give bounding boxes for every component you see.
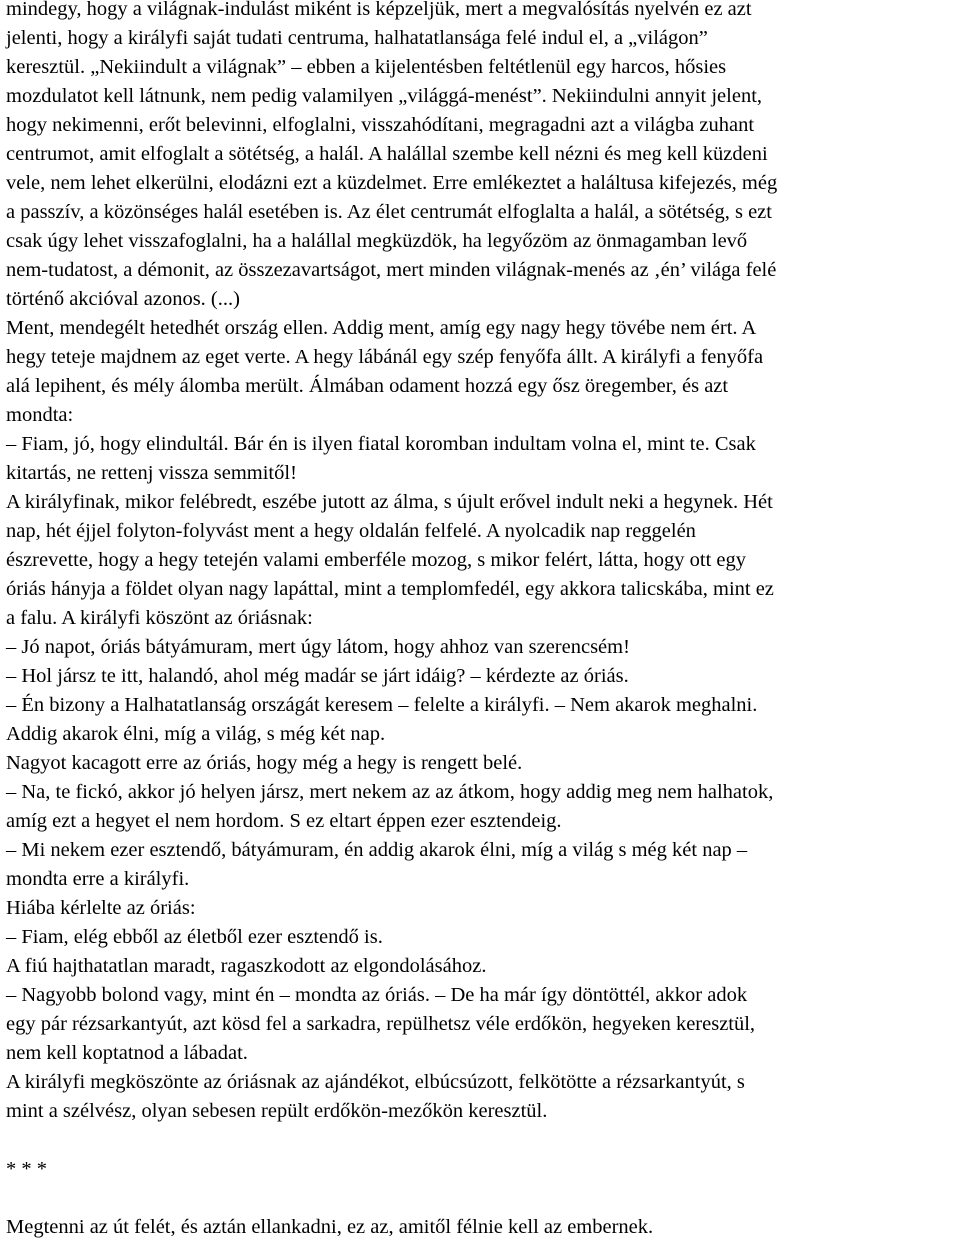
text-line: A királyfi megköszönte az óriásnak az ajándékot, elbúcsúzott, felkötötte a rézsarkantyút, s xyxy=(6,1071,745,1093)
text-line: mindegy, hogy a világnak-indulást miként is képzeljük, mert a megvalósítás nyelvén ez azt xyxy=(6,0,752,20)
text-line: vele, nem lehet elkerülni, elodázni ezt a küzdelmet. Erre emlékeztet a haláltusa kifejezés, még xyxy=(6,172,778,194)
document-page xyxy=(6,0,956,1242)
text-line: jelenti, hogy a királyfi saját tudati centruma, halhatatlansága felé indul el, a „világon” xyxy=(6,27,708,49)
text-line: alá lepihent, és mély álomba merült. Álmában odament hozzá egy ősz öregember, és azt xyxy=(6,375,729,397)
text-line: a passzív, a közönséges halál esetében is. Az élet centrumát elfoglalta a halál, a sötétség, s ezt xyxy=(6,201,772,223)
paragraph xyxy=(6,894,956,923)
paragraph xyxy=(6,749,956,778)
paragraph xyxy=(6,981,956,1068)
section-separator: * * * xyxy=(6,1158,47,1180)
text-line: Nagyot kacagott erre az óriás, hogy még a hegy is rengett belé. xyxy=(6,752,523,774)
text-line: centrumot, amit elfoglalt a sötétség, a halál. A halállal szembe kell nézni és meg kell küzdeni xyxy=(6,143,768,165)
paragraph xyxy=(6,778,956,836)
paragraph xyxy=(6,0,956,314)
text-line: hegy teteje majdnem az eget verte. A hegy lábánál egy szép fenyőfa állt. A királyfi a fenyőfa xyxy=(6,346,764,368)
text-line: kitartás, ne rettenj vissza semmitől! xyxy=(6,462,297,484)
text-line: Ment, mendegélt hetedhét ország ellen. Addig ment, amíg egy nagy hegy tövébe nem ért. A xyxy=(6,317,757,339)
paragraph xyxy=(6,923,956,952)
text-line: – Na, te fickó, akkor jó helyen jársz, mert nekem az az átkom, hogy addig meg nem halhatok, xyxy=(6,781,774,803)
paragraph xyxy=(6,633,956,662)
paragraph xyxy=(6,488,956,633)
text-line: mozdulatot kell látnunk, nem pedig valamilyen „világgá-menést”. Nekiindulni annyit jelent, xyxy=(6,85,763,107)
text-line: A fiú hajthatatlan maradt, ragaszkodott az elgondolásához. xyxy=(6,955,487,977)
paragraph xyxy=(6,314,956,430)
text-line: nem kell koptatnod a lábadat. xyxy=(6,1042,248,1064)
text-line: – Hol jársz te itt, halandó, ahol még madár se járt idáig? – kérdezte az óriás. xyxy=(6,665,629,687)
paragraph xyxy=(6,662,956,691)
paragraph xyxy=(6,952,956,981)
text-line: észrevette, hogy a hegy tetején valami emberféle mozog, s mikor felért, látta, hogy ott egy xyxy=(6,549,747,571)
text-line: nap, hét éjjel folyton-folyvást ment a hegy oldalán felfelé. A nyolcadik nap reggelén xyxy=(6,520,696,542)
paragraph xyxy=(6,430,956,488)
text-line: Hiába kérlelte az óriás: xyxy=(6,897,196,919)
text-line: csak úgy lehet visszafoglalni, ha a halállal megküzdök, ha legyőzöm az önmagamban levő xyxy=(6,230,748,252)
paragraph xyxy=(6,1068,956,1126)
text-line: történő akcióval azonos. (...) xyxy=(6,288,240,310)
text-line: – Fiam, jó, hogy elindultál. Bár én is ilyen fiatal koromban indultam volna el, mint te. Csak xyxy=(6,433,756,455)
text-line: amíg ezt a hegyet el nem hordom. S ez eltart éppen ezer esztendeig. xyxy=(6,810,562,832)
text-line: – Jó napot, óriás bátyámuram, mert úgy látom, hogy ahhoz van szerencsém! xyxy=(6,636,630,658)
text-line: egy pár rézsarkantyút, azt kösd fel a sarkadra, repülhetsz véle erdőkön, hegyeken keresztül, xyxy=(6,1013,756,1035)
text-line: keresztül. „Nekiindult a világnak” – ebben a kijelentésben feltétlenül egy harcos, hősies xyxy=(6,56,727,78)
text-line: mondta erre a királyfi. xyxy=(6,868,190,890)
text-line: mondta: xyxy=(6,404,74,426)
text-line: – Én bizony a Halhatatlanság országát keresem – felelte a királyfi. – Nem akarok meghalni. xyxy=(6,694,758,716)
text-line: a falu. A királyfi köszönt az óriásnak: xyxy=(6,607,313,629)
text-line: mint a szélvész, olyan sebesen repült erdőkön-mezőkön keresztül. xyxy=(6,1100,548,1122)
text-line: óriás hányja a földet olyan nagy lapáttal, mint a templomfedél, egy akkora talicskába, mint ez xyxy=(6,578,774,600)
text-line: nem-tudatost, a démonit, az összezavartságot, mert minden világnak-menés az ‚én’ világa felé xyxy=(6,259,777,281)
text-line: Addig akarok élni, míg a világ, s még két nap. xyxy=(6,723,386,745)
body-text xyxy=(6,0,956,1126)
paragraph xyxy=(6,691,956,749)
paragraph xyxy=(6,836,956,894)
text-line: hogy nekimenni, erőt belevinni, elfoglalni, visszahódítani, megragadni azt a világba zuhant xyxy=(6,114,755,136)
text-line: – Fiam, elég ebből az életből ezer esztendő is. xyxy=(6,926,383,948)
closing-line: Megtenni az út felét, és aztán ellankadni, ez az, amitől félnie kell az embernek. xyxy=(6,1216,654,1238)
text-line: A királyfinak, mikor felébredt, eszébe jutott az álma, s újult erővel indult neki a hegynek. Hét xyxy=(6,491,773,513)
text-line: – Mi nekem ezer esztendő, bátyámuram, én addig akarok élni, míg a világ s még két nap – xyxy=(6,839,748,861)
text-line: – Nagyobb bolond vagy, mint én – mondta az óriás. – De ha már így döntöttél, akkor adok xyxy=(6,984,748,1006)
